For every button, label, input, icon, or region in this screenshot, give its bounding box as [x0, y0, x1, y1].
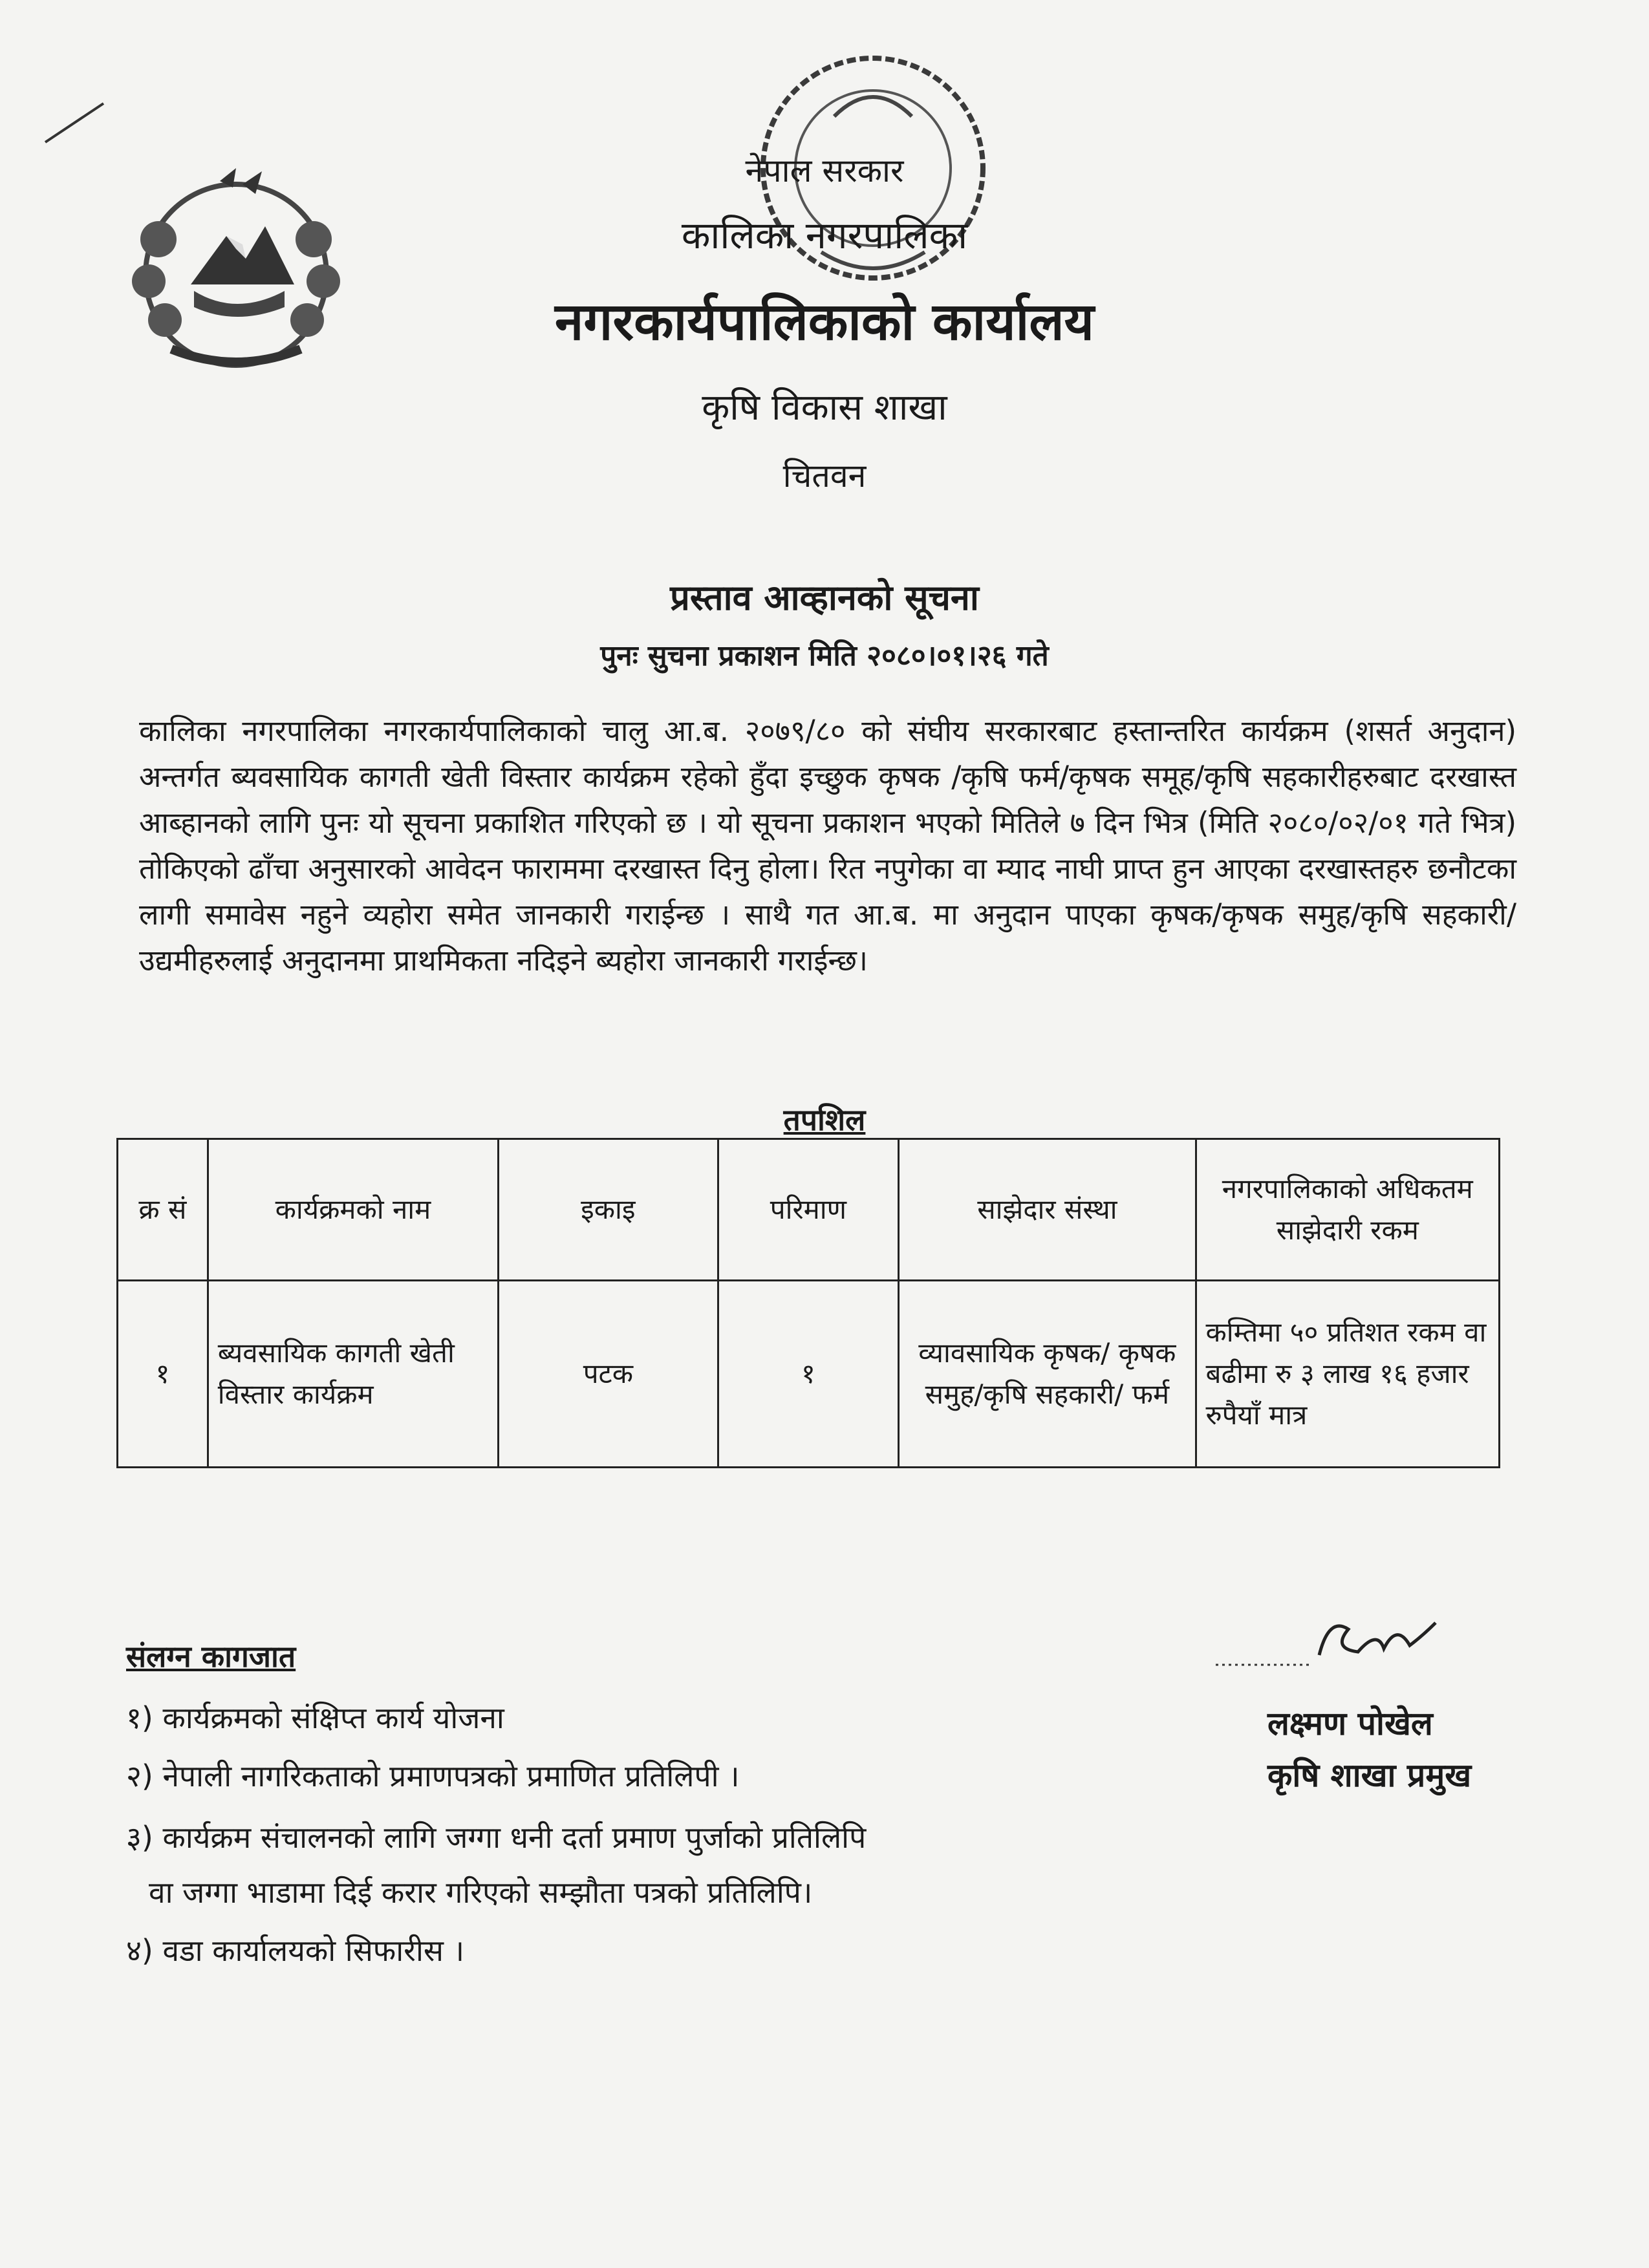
handwritten-signature	[1209, 1603, 1481, 1694]
attachments-heading: संलग्न कागजात	[126, 1639, 296, 1674]
attachment-item: २) नेपाली नागरिकताको प्रमाणपत्रको प्रमाणित प्रतिलिपी ।	[126, 1759, 740, 1793]
attachment-item: ३) कार्यक्रम संचालनको लागि जग्गा धनी दर्ता प्रमाण पुर्जाको प्रतिलिपि	[126, 1820, 867, 1855]
details-table	[116, 1138, 1500, 1468]
cell-program: ब्यवसायिक कागती खेती विस्तार कार्यक्रम	[208, 1281, 498, 1468]
cell-partner: व्यावसायिक कृषक/ कृषक समुह/कृषि सहकारी/ फर्म	[899, 1281, 1196, 1468]
column-header: नगरपालिकाको अधिकतम साझेदारी रकम	[1196, 1139, 1499, 1281]
notice-body: कालिका नगरपालिका नगरकार्यपालिकाको चालु आ.ब. २०७९/८० को संघीय सरकारबाट हस्तान्तरित कार्यक्रम (शसर्त अनुदान) अन्तर्गत ब्यवसायिक कागती खेती विस्तार कार्यक्रम रहेको हुँदा इच्छुक कृषक /कृषि फर्म/कृषक समूह/कृषि सहकारीहरुबाट दरखास्त आब्हानको लागि पुनः यो सूचना प्रकाशित गरिएको छ । यो सूचना प्रकाशन भएको मितिले ७ दिन भित्र (मिति २०८०/०२/०१ गते भित्र) तोकिएको ढाँचा अनुसारको आवेदन फाराममा दरखास्त दिनु होला। रित नपुगेका वा म्याद नाघी प्राप्त हुन आएका दरखास्तहरु छनौटका लागी समावेस नहुने व्यहोरा समेत जानकारी गराईन्छ । साथै गत आ.ब. मा अनुदान पाएका कृषक/कृषक समुह/कृषि सहकारी/उद्यमीहरुलाई अनुदानमा प्राथमिकता नदिइने ब्यहोरा जानकारी गराईन्छ।	[139, 714, 1517, 978]
government-name: नेपाल सरकार	[745, 152, 904, 189]
column-header: इकाइ	[499, 1139, 718, 1281]
cell-quantity: १	[718, 1281, 899, 1468]
column-header: साझेदार संस्था	[899, 1139, 1196, 1281]
table-row	[118, 1281, 1500, 1468]
cell-unit: पटक	[499, 1281, 718, 1468]
table-header-row	[118, 1139, 1500, 1281]
column-header: क्र सं	[118, 1139, 208, 1281]
republish-date: पुनः सुचना प्रकाशन मिति २०८०।०१।२६ गते	[600, 639, 1049, 672]
municipality-name: कालिका नगरपालिका	[681, 213, 968, 257]
district-name: चितवन	[782, 457, 867, 495]
pen-mark	[39, 97, 110, 149]
column-header: परिमाण	[718, 1139, 899, 1281]
branch-name: कृषि विकास शाखा	[702, 387, 947, 429]
office-name: नगरकार्यपालिकाको कार्यालय	[555, 292, 1094, 352]
attachment-item: ४) वडा कार्यालयको सिफारीस ।	[126, 1933, 465, 1968]
attachment-item: १) कार्यक्रमको संक्षिप्त कार्य योजना	[126, 1700, 504, 1735]
signatory-title: कृषि शाखा प्रमुख	[1267, 1757, 1472, 1794]
details-heading: तपशिल	[783, 1102, 866, 1137]
cell-amount: कम्तिमा ५० प्रतिशत रकम वा बढीमा रु ३ लाख १६ हजार रुपैयाँ मात्र	[1196, 1281, 1499, 1468]
signatory-name: लक्ष्मण पोखेल	[1267, 1705, 1433, 1742]
notice-title: प्रस्ताव आव्हानको सूचना	[670, 577, 979, 618]
cell-sn: १	[118, 1281, 208, 1468]
attachment-item-continued: वा जग्गा भाडामा दिई करार गरिएको सम्झौता पत्रको प्रतिलिपि।	[149, 1875, 813, 1910]
column-header: कार्यक्रमको नाम	[208, 1139, 498, 1281]
